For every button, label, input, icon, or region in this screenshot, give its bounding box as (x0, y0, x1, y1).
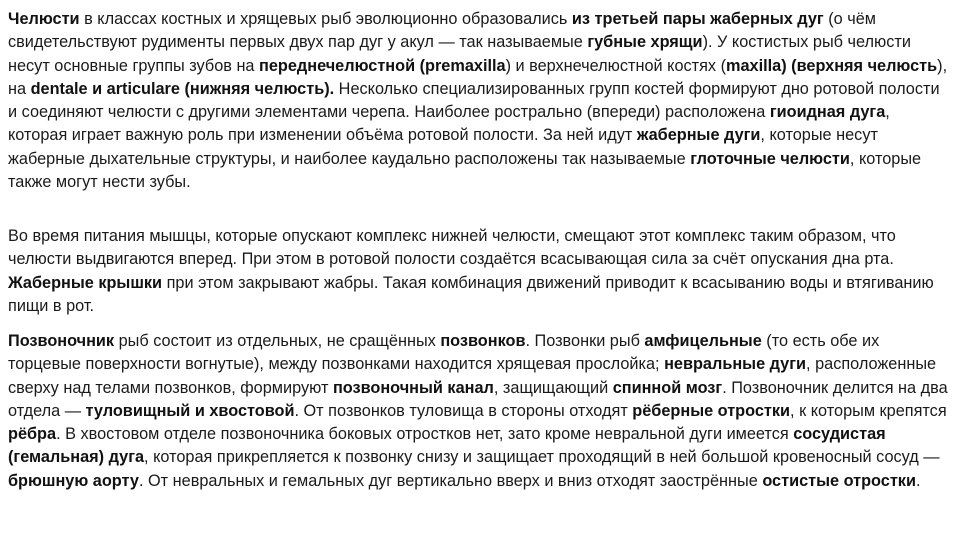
bold-term: глоточные челюсти (690, 149, 850, 168)
text-run: ). У костистых рыб челюсти несут основные группы зубов на (8, 33, 911, 75)
bold-term: переднечелюстной (premaxilla (259, 56, 506, 75)
text-run: (о чём свидетельствуют рудименты первых двух пар дуг у акул — так называемые (8, 10, 876, 52)
text-run: , которые несут жаберные дыхательные структуры, и наиболее каудально расположены так называемые (8, 126, 878, 168)
text-run: , которая играет важную роль при изменении объёма ротовой полости. За ней идут (8, 103, 890, 145)
text-run: . Позвоночник делится на два отдела — (8, 378, 948, 420)
bold-term: жаберные дуги (636, 126, 761, 145)
bold-term: гиоидная дуга (769, 103, 886, 122)
bold-term: невральные дуги (664, 355, 807, 374)
text-run: в классах костных и хрящевых рыб эволюционно образовались (79, 10, 572, 28)
bold-term: Жаберные крышки (8, 273, 163, 292)
bold-term: губные хрящи (587, 33, 703, 52)
text-run: (то есть обе их торцевые поверхности вогнутые), между позвонками находится хрящевая прослойка; (8, 332, 880, 374)
text-run: ) и верхнечелюстной костях ( (505, 56, 727, 75)
bold-term: из третьей пары жаберных дуг (571, 10, 824, 28)
text-run: . Позвонки рыб (525, 332, 645, 350)
bold-term: амфицельные (644, 332, 762, 350)
text-run: , которая прикрепляется к позвонку снизу и защищает проходящий в ней большой кровеносный сосуд — (144, 448, 940, 467)
bold-term: Позвоночник (8, 332, 115, 350)
bold-term: остистые отростки (762, 471, 916, 490)
text-run: . От невральных и гемальных дуг вертикально вверх и вниз отходят заострённые (138, 471, 763, 490)
paragraph-jaws (8, 8, 952, 194)
text-run: Несколько специализированных групп костей формируют дно ротовой полости и соединяют челюсти с другими элементами черепа. Наиболее рострально (впереди) расположена (8, 79, 940, 122)
bold-term: туловищный и хвостовой (85, 401, 295, 420)
text-run: ), на (8, 56, 948, 98)
paragraph-spine (8, 330, 952, 493)
bold-term: сосудистая (гемальная) дуга (8, 425, 886, 467)
text-run: , расположенные сверху над телами позвонков, формируют (8, 355, 937, 397)
bold-term: maxilla) (верхняя челюсть (726, 56, 938, 75)
text-run: , которые также могут нести зубы. (8, 149, 922, 192)
text-run: . (915, 471, 921, 490)
bold-term: рёберные отростки (632, 401, 791, 420)
bold-term: рёбра (8, 425, 57, 444)
bold-term: позвоночный канал (332, 378, 494, 397)
text-run: при этом закрывают жабры. Такая комбинация движений приводит к всасыванию воды и втягиванию пищи в рот. (8, 273, 934, 315)
bold-term: брюшную аорту (8, 471, 139, 490)
bold-term: Челюсти (8, 10, 80, 28)
text-run: . В хвостовом отделе позвоночника боковых отростков нет, зато кроме невральной дуги имеется (56, 425, 794, 444)
text-run: Во время питания мышцы, которые опускают комплекс нижней челюсти, смещают этот комплекс таким образом, что челюсти выдвигаются вперед. При этом в ротовой полости создаётся всасывающая сила за счёт опускания дна рта. (8, 227, 896, 269)
bold-term: позвонков (440, 332, 526, 350)
text-run: , защищающий (493, 378, 613, 397)
text-run: . От позвонков туловища в стороны отходят (294, 401, 633, 420)
bold-term: dentale и articulare (нижняя челюсть). (30, 79, 335, 98)
text-run: , к которым крепятся (790, 401, 947, 420)
bold-term: спинной мозг (612, 378, 723, 397)
text-run: рыб состоит из отдельных, не сращённых (114, 332, 441, 350)
paragraph-feeding (8, 225, 952, 318)
